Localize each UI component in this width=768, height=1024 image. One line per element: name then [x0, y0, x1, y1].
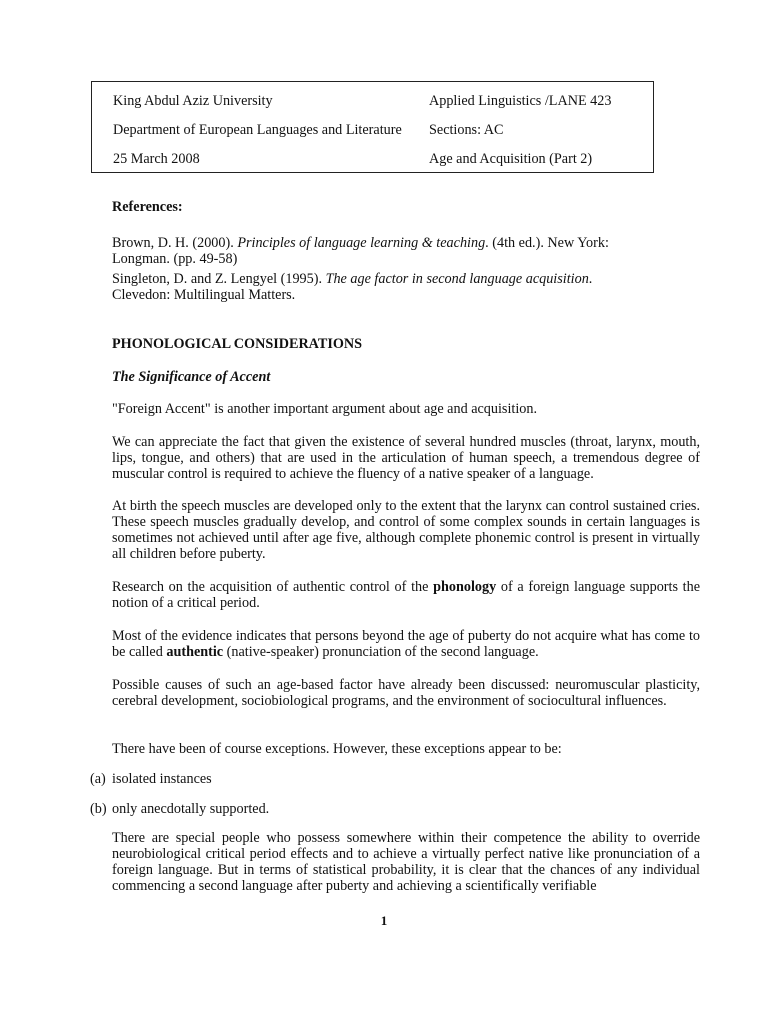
list-item-label: (a)	[90, 771, 106, 787]
reference-brown-publisher: Longman. (pp. 49-58)	[112, 251, 238, 267]
paragraph-research-end: of a foreign language supports the notion of a critical period.	[112, 579, 701, 611]
document-date: 25 March 2008	[113, 151, 200, 167]
course-name: Applied Linguistics /LANE 423	[429, 93, 612, 109]
reference-brown-title: Principles of language learning & teaching	[237, 235, 486, 251]
reference-singleton-author: Singleton, D. and Z. Lengyel (1995).	[112, 271, 326, 287]
section-heading: PHONOLOGICAL CONSIDERATIONS	[112, 336, 363, 352]
paragraph-evidence-start: Most of the evidence indicates that persons beyond the age of puberty do not acquire what has come to be called	[112, 628, 700, 660]
list-item: isolated instances	[112, 771, 212, 787]
header-box	[91, 81, 654, 173]
list-item: only anecdotally supported.	[112, 801, 270, 817]
paragraph-special-people: There are special people who possess somewhere within their competence the ability to override neurobiological critical period effects and to achieve a virtually perfect native like pronunciation of a foreign language. But in terms of statistical probability, it is clear that the chances of any individual commencing a second language after puberty and achieving a scientifically verifiable	[112, 830, 700, 894]
reference-singleton-publisher: Clevedon: Multilingual Matters.	[112, 287, 296, 303]
section-subheading: The Significance of Accent	[112, 369, 271, 385]
list-item-label: (b)	[90, 801, 107, 817]
reference-singleton-period: .	[588, 271, 593, 287]
paragraph-research	[112, 579, 700, 611]
sections-label: Sections: AC	[429, 122, 504, 138]
phonology-term: phonology	[433, 579, 497, 595]
reference-brown-edition: . (4th ed.). New York:	[485, 235, 609, 251]
reference-singleton-title: The age factor in second language acquisition	[325, 271, 589, 287]
reference-brown-author: Brown, D. H. (2000).	[112, 235, 238, 251]
reference-brown	[112, 235, 700, 267]
paragraph-research-start: Research on the acquisition of authentic control of the	[112, 579, 434, 595]
paragraph-evidence-end: (native-speaker) pronunciation of the second language.	[223, 644, 539, 660]
paragraph-foreign-accent: "Foreign Accent" is another important argument about age and acquisition.	[112, 401, 538, 417]
university-name: King Abdul Aziz University	[113, 93, 273, 109]
department-name: Department of European Languages and Literature	[113, 122, 402, 138]
paragraph-exceptions: There have been of course exceptions. However, these exceptions appear to be:	[112, 741, 562, 757]
paragraph-causes: Possible causes of such an age-based factor have already been discussed: neuromuscular plasticity, cerebral development, sociobiological programs, and the environment of sociocultural influences.	[112, 677, 700, 709]
lecture-topic: Age and Acquisition (Part 2)	[429, 151, 593, 167]
paragraph-evidence	[112, 628, 700, 660]
paragraph-birth: At birth the speech muscles are developed only to the extent that the larynx can control sustained cries. These speech muscles gradually develop, and control of some complex sounds in certain languages is sometimes not achieved until after age five, although complete phonemic control is present in virtually all children before puberty.	[112, 498, 700, 562]
paragraph-muscles: We can appreciate the fact that given the existence of several hundred muscles (throat, larynx, mouth, lips, tongue, and others) that are used in the articulation of human speech, a tremendous degree of muscular control is required to achieve the fluency of a native speaker of a language.	[112, 434, 700, 482]
page-number: 1	[380, 913, 388, 928]
authentic-term: authentic	[166, 644, 224, 660]
reference-singleton	[112, 271, 700, 303]
references-heading: References:	[112, 199, 183, 215]
